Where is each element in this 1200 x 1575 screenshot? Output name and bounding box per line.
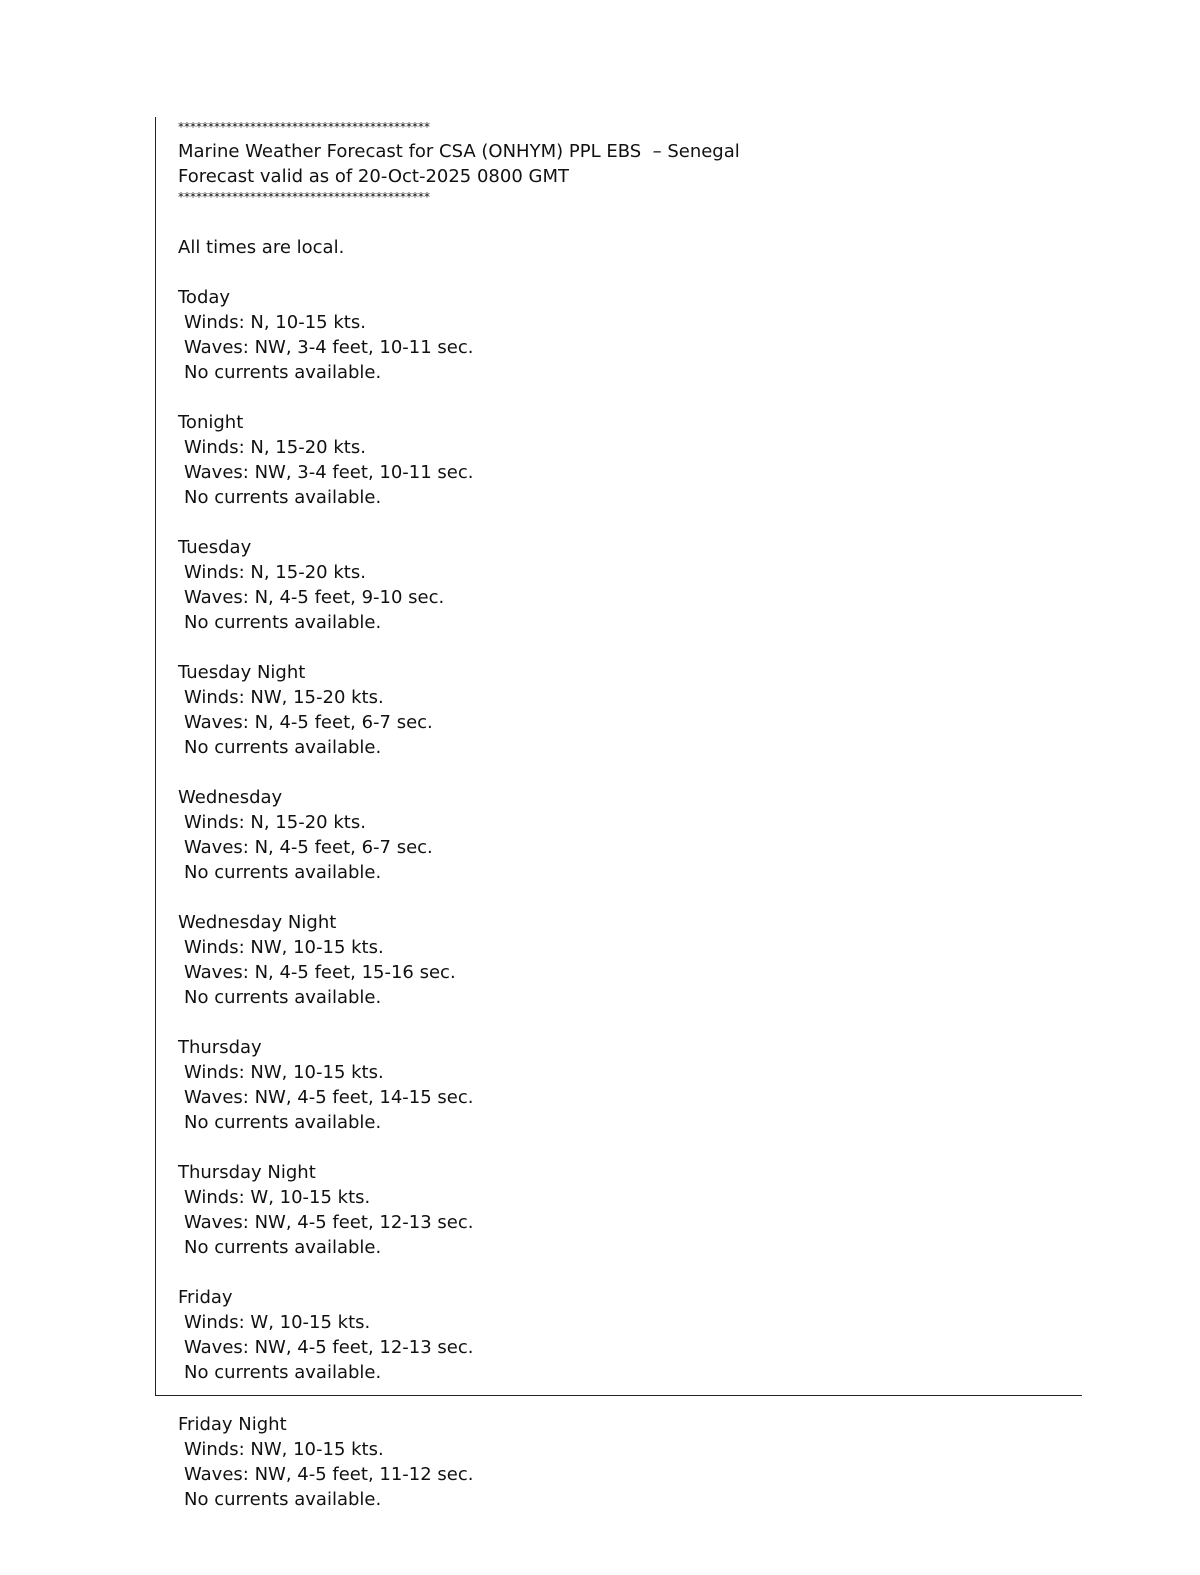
- period-winds: Winds: W, 10-15 kts.: [184, 1312, 371, 1333]
- period-winds: Winds: NW, 15-20 kts.: [184, 687, 384, 708]
- forecast-title: Marine Weather Forecast for CSA (ONHYM) PPL EBS – Senegal: [178, 141, 740, 162]
- period-waves: Waves: NW, 3-4 feet, 10-11 sec.: [184, 337, 474, 358]
- period-name: Tuesday Night: [178, 662, 306, 683]
- period-name: Wednesday: [178, 787, 283, 808]
- spacer: [178, 260, 1078, 285]
- forecast-period: [178, 785, 1078, 885]
- period-currents: No currents available.: [184, 362, 382, 383]
- period-name: Today: [178, 287, 231, 308]
- period-currents: No currents available.: [184, 1362, 382, 1383]
- spacer: [178, 510, 1078, 535]
- forecast-period: [178, 1412, 1078, 1512]
- forecast-period: [178, 1160, 1078, 1260]
- spacer: [178, 1135, 1078, 1160]
- period-currents: No currents available.: [184, 1112, 382, 1133]
- period-name: Friday Night: [178, 1414, 287, 1435]
- period-winds: Winds: NW, 10-15 kts.: [184, 937, 384, 958]
- period-winds: Winds: N, 10-15 kts.: [184, 312, 366, 333]
- spacer: [178, 207, 1078, 235]
- period-currents: No currents available.: [184, 862, 382, 883]
- spacer: [178, 760, 1078, 785]
- period-winds: Winds: NW, 10-15 kts.: [184, 1439, 384, 1460]
- forecast-period: [178, 410, 1078, 510]
- period-name: Tonight: [178, 412, 244, 433]
- period-waves: Waves: NW, 4-5 feet, 11-12 sec.: [184, 1464, 474, 1485]
- spacer: [178, 1260, 1078, 1285]
- period-currents: No currents available.: [184, 612, 382, 633]
- time-note: All times are local.: [178, 237, 345, 258]
- forecast-valid-time: Forecast valid as of 20-Oct-2025 0800 GMT: [178, 166, 569, 187]
- period-name: Tuesday: [178, 537, 252, 558]
- period-winds: Winds: N, 15-20 kts.: [184, 437, 366, 458]
- period-currents: No currents available.: [184, 1489, 382, 1510]
- forecast-period: [178, 1035, 1078, 1135]
- period-waves: Waves: NW, 4-5 feet, 12-13 sec.: [184, 1337, 474, 1358]
- forecast-body: [178, 117, 1078, 1385]
- forecast-period: [178, 910, 1078, 1010]
- period-currents: No currents available.: [184, 487, 382, 508]
- asterisk-divider-bottom: ******************************************: [178, 190, 430, 204]
- spacer: [178, 885, 1078, 910]
- period-waves: Waves: NW, 4-5 feet, 14-15 sec.: [184, 1087, 474, 1108]
- period-waves: Waves: NW, 3-4 feet, 10-11 sec.: [184, 462, 474, 483]
- spacer: [178, 635, 1078, 660]
- asterisk-divider-top: ******************************************: [178, 120, 430, 134]
- period-waves: Waves: N, 4-5 feet, 15-16 sec.: [184, 962, 456, 983]
- period-waves: Waves: N, 4-5 feet, 6-7 sec.: [184, 837, 433, 858]
- forecast-period: [178, 285, 1078, 385]
- period-winds: Winds: N, 15-20 kts.: [184, 562, 366, 583]
- period-waves: Waves: N, 4-5 feet, 9-10 sec.: [184, 587, 445, 608]
- period-winds: Winds: N, 15-20 kts.: [184, 812, 366, 833]
- period-name: Thursday Night: [178, 1162, 316, 1183]
- spacer: [178, 385, 1078, 410]
- period-winds: Winds: NW, 10-15 kts.: [184, 1062, 384, 1083]
- bottom-border-rule: [155, 1395, 1082, 1396]
- period-currents: No currents available.: [184, 987, 382, 1008]
- period-waves: Waves: NW, 4-5 feet, 12-13 sec.: [184, 1212, 474, 1233]
- period-name: Friday: [178, 1287, 233, 1308]
- forecast-period: [178, 1285, 1078, 1385]
- left-border-rule: [155, 117, 156, 1396]
- spacer: [178, 1010, 1078, 1035]
- forecast-period: [178, 535, 1078, 635]
- period-name: Wednesday Night: [178, 912, 337, 933]
- period-currents: No currents available.: [184, 1237, 382, 1258]
- period-name: Thursday: [178, 1037, 262, 1058]
- forecast-period: [178, 660, 1078, 760]
- period-waves: Waves: N, 4-5 feet, 6-7 sec.: [184, 712, 433, 733]
- period-winds: Winds: W, 10-15 kts.: [184, 1187, 371, 1208]
- period-currents: No currents available.: [184, 737, 382, 758]
